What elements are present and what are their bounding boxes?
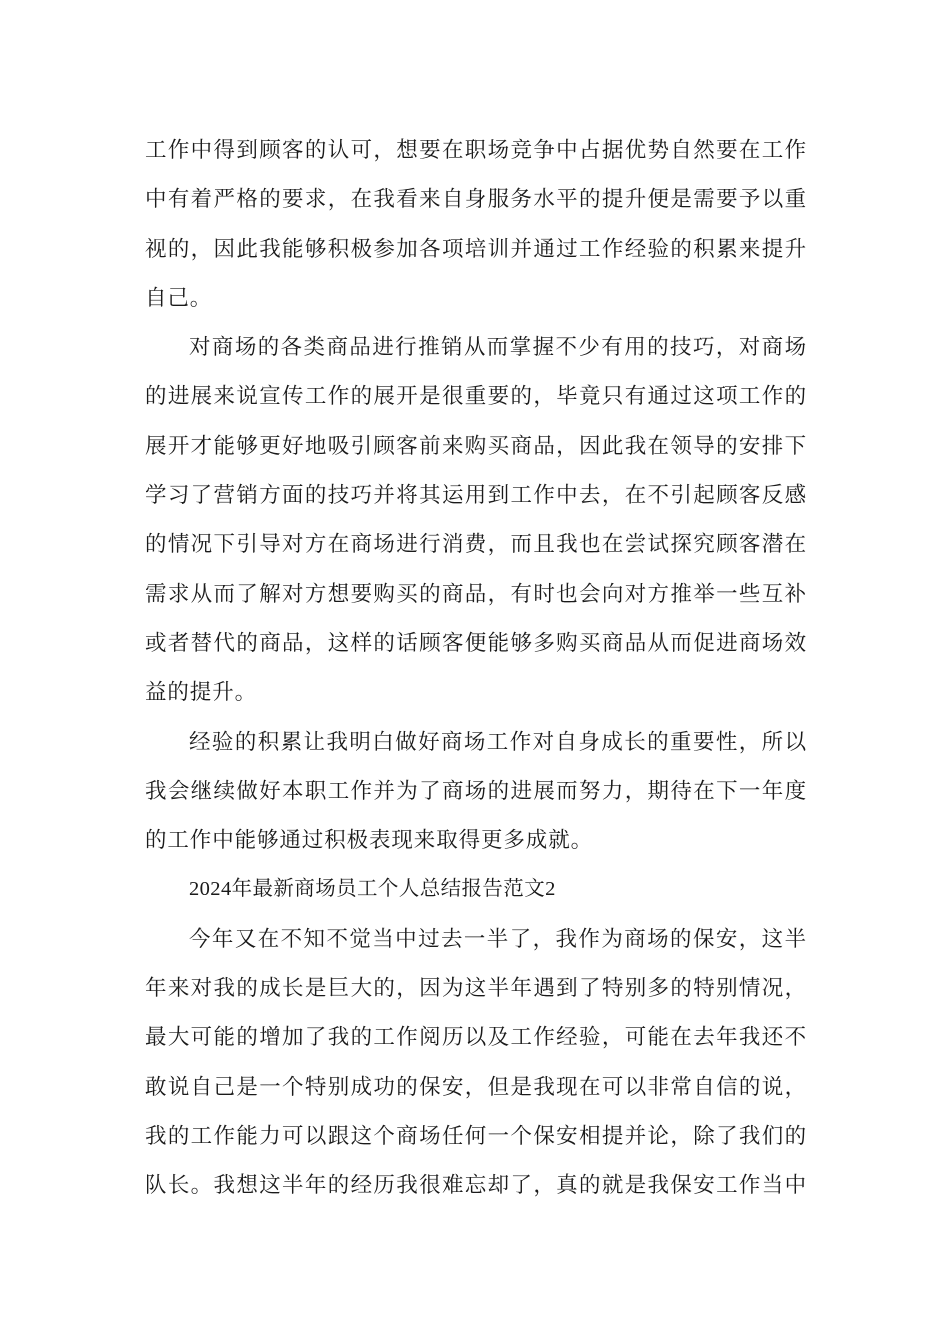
text-line: 的进展来说宣传工作的展开是很重要的，毕竟只有通过这项工作的	[145, 384, 807, 410]
text-line: 自己。	[145, 285, 213, 311]
text-line: 或者替代的商品，这样的话顾客便能够多购买商品从而促进商场效	[145, 630, 807, 656]
text-line: 展开才能够更好地吸引顾客前来购买商品，因此我在领导的安排下	[145, 433, 807, 459]
text-line: 队长。我想这半年的经历我很难忘却了，真的就是我保安工作当中	[145, 1173, 807, 1199]
text-line: 需求从而了解对方想要购买的商品，有时也会向对方推举一些互补	[145, 581, 807, 607]
text-line: 视的，因此我能够积极参加各项培训并通过工作经验的积累来提升	[145, 236, 807, 262]
text-line: 最大可能的增加了我的工作阅历以及工作经验，可能在去年我还不	[145, 1025, 807, 1051]
text-line: 学习了营销方面的技巧并将其运用到工作中去，在不引起顾客反感	[145, 483, 807, 509]
text-line: 年来对我的成长是巨大的，因为这半年遇到了特别多的特别情况，	[145, 976, 807, 1002]
text-line: 中有着严格的要求，在我看来自身服务水平的提升便是需要予以重	[145, 187, 807, 213]
text-line: 今年又在不知不觉当中过去一半了，我作为商场的保安，这半	[189, 926, 807, 952]
text-line: 我会继续做好本职工作并为了商场的进展而努力，期待在下一年度	[145, 778, 807, 804]
paragraph-1	[145, 126, 807, 323]
text-line: 的情况下引导对方在商场进行消费，而且我也在尝试探究顾客潜在	[145, 532, 807, 558]
paragraph-2	[145, 323, 807, 717]
section-heading	[145, 865, 807, 914]
text-line: 工作中得到顾客的认可，想要在职场竞争中占据优势自然要在工作	[145, 138, 807, 163]
heading-text: 2024年最新商场员工个人总结报告范文2	[189, 878, 556, 901]
text-line: 对商场的各类商品进行推销从而掌握不少有用的技巧，对商场	[189, 335, 807, 361]
text-line: 敢说自己是一个特别成功的保安，但是我现在可以非常自信的说，	[145, 1074, 807, 1100]
paragraph-3	[145, 718, 807, 866]
text-line: 的工作中能够通过积极表现来取得更多成就。	[145, 828, 594, 854]
text-line: 经验的积累让我明白做好商场工作对自身成长的重要性，所以	[189, 729, 807, 755]
text-line: 我的工作能力可以跟这个商场任何一个保安相提并论，除了我们的	[145, 1123, 807, 1149]
document-body	[145, 126, 807, 1211]
paragraph-4	[145, 915, 807, 1211]
text-line: 益的提升。	[145, 680, 258, 706]
